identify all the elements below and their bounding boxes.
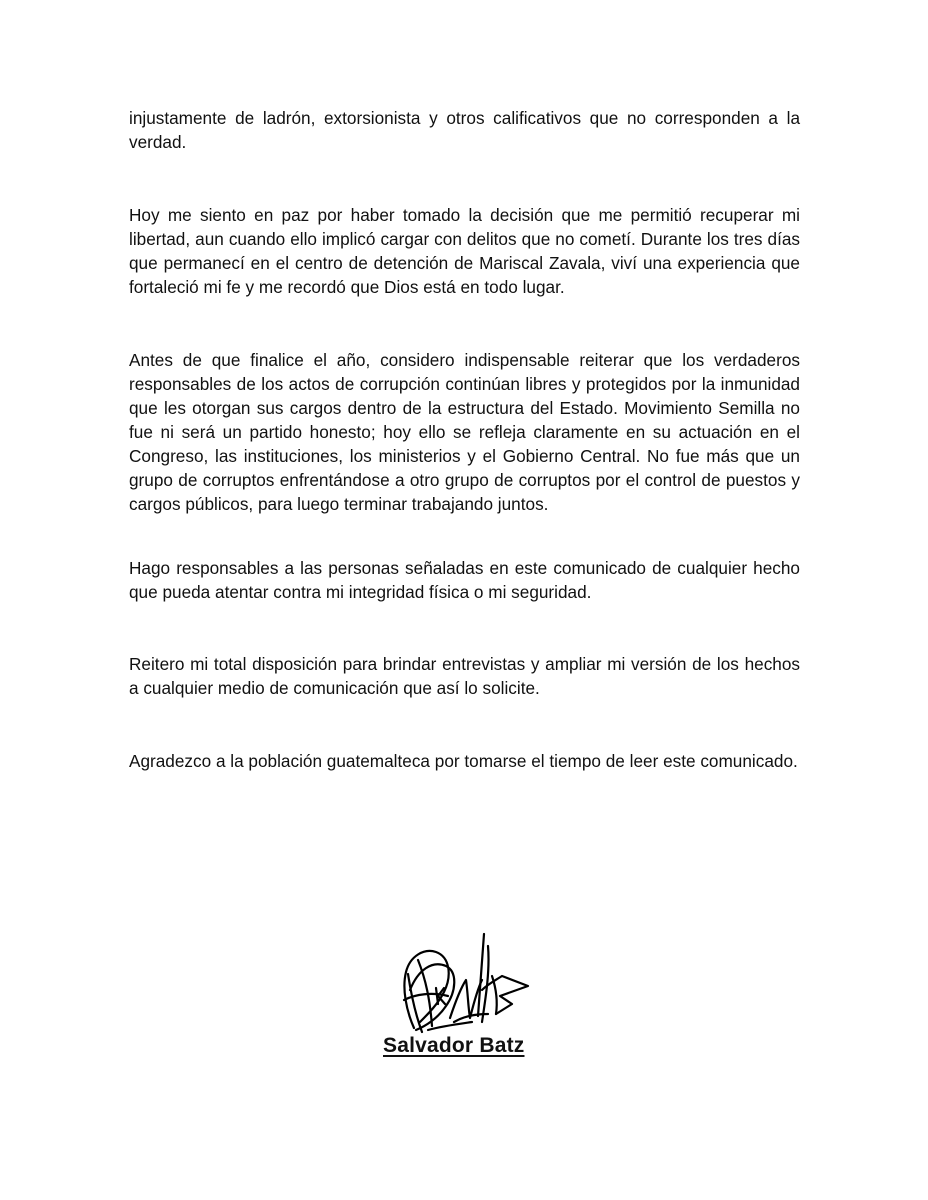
paragraph-responsibility: Hago responsables a las personas señaladas en este comunicado de cualquier hecho que pueda atentar contra mi integridad física o mi seguridad. [129,558,800,602]
paragraph-thanks: Agradezco a la población guatemalteca por tomarse el tiempo de leer este comunicado. [129,751,798,771]
handwritten-signature-icon [392,930,532,1038]
paragraph-corruption: Antes de que finalice el año, considero indispensable reiterar que los verdaderos responsables de los actos de corrupción continúan libres y protegidos por la inmunidad que les otorgan sus cargos dentro de la estructura del Estado. Movimiento Semilla no fue ni será un partido honesto; hoy ello se refleja claramente en su actuación en el Congreso, las instituciones, los ministerios y el Gobierno Central. No fue más que un grupo de corruptos enfrentándose a otro grupo de corruptos por el control de puestos y cargos públicos, para luego terminar trabajando juntos. [129,350,800,514]
signature-block [380,930,550,1070]
paragraph-interviews: Reitero mi total disposición para brindar entrevistas y ampliar mi versión de los hechos a cualquier medio de comunicación que así lo solicite. [129,654,800,698]
paragraph-accusations: injustamente de ladrón, extorsionista y otros calificativos que no corresponden a la verdad. [129,108,800,152]
paragraph-freedom: Hoy me siento en paz por haber tomado la decisión que me permitió recuperar mi libertad, aun cuando ello implicó cargar con delitos que no cometí. Durante los tres días que permanecí en el centro de detención de Mariscal Zavala, viví una experiencia que fortaleció mi fe y me recordó que Dios está en todo lugar. [129,205,800,297]
signer-name: Salvador Batz [383,1034,525,1057]
